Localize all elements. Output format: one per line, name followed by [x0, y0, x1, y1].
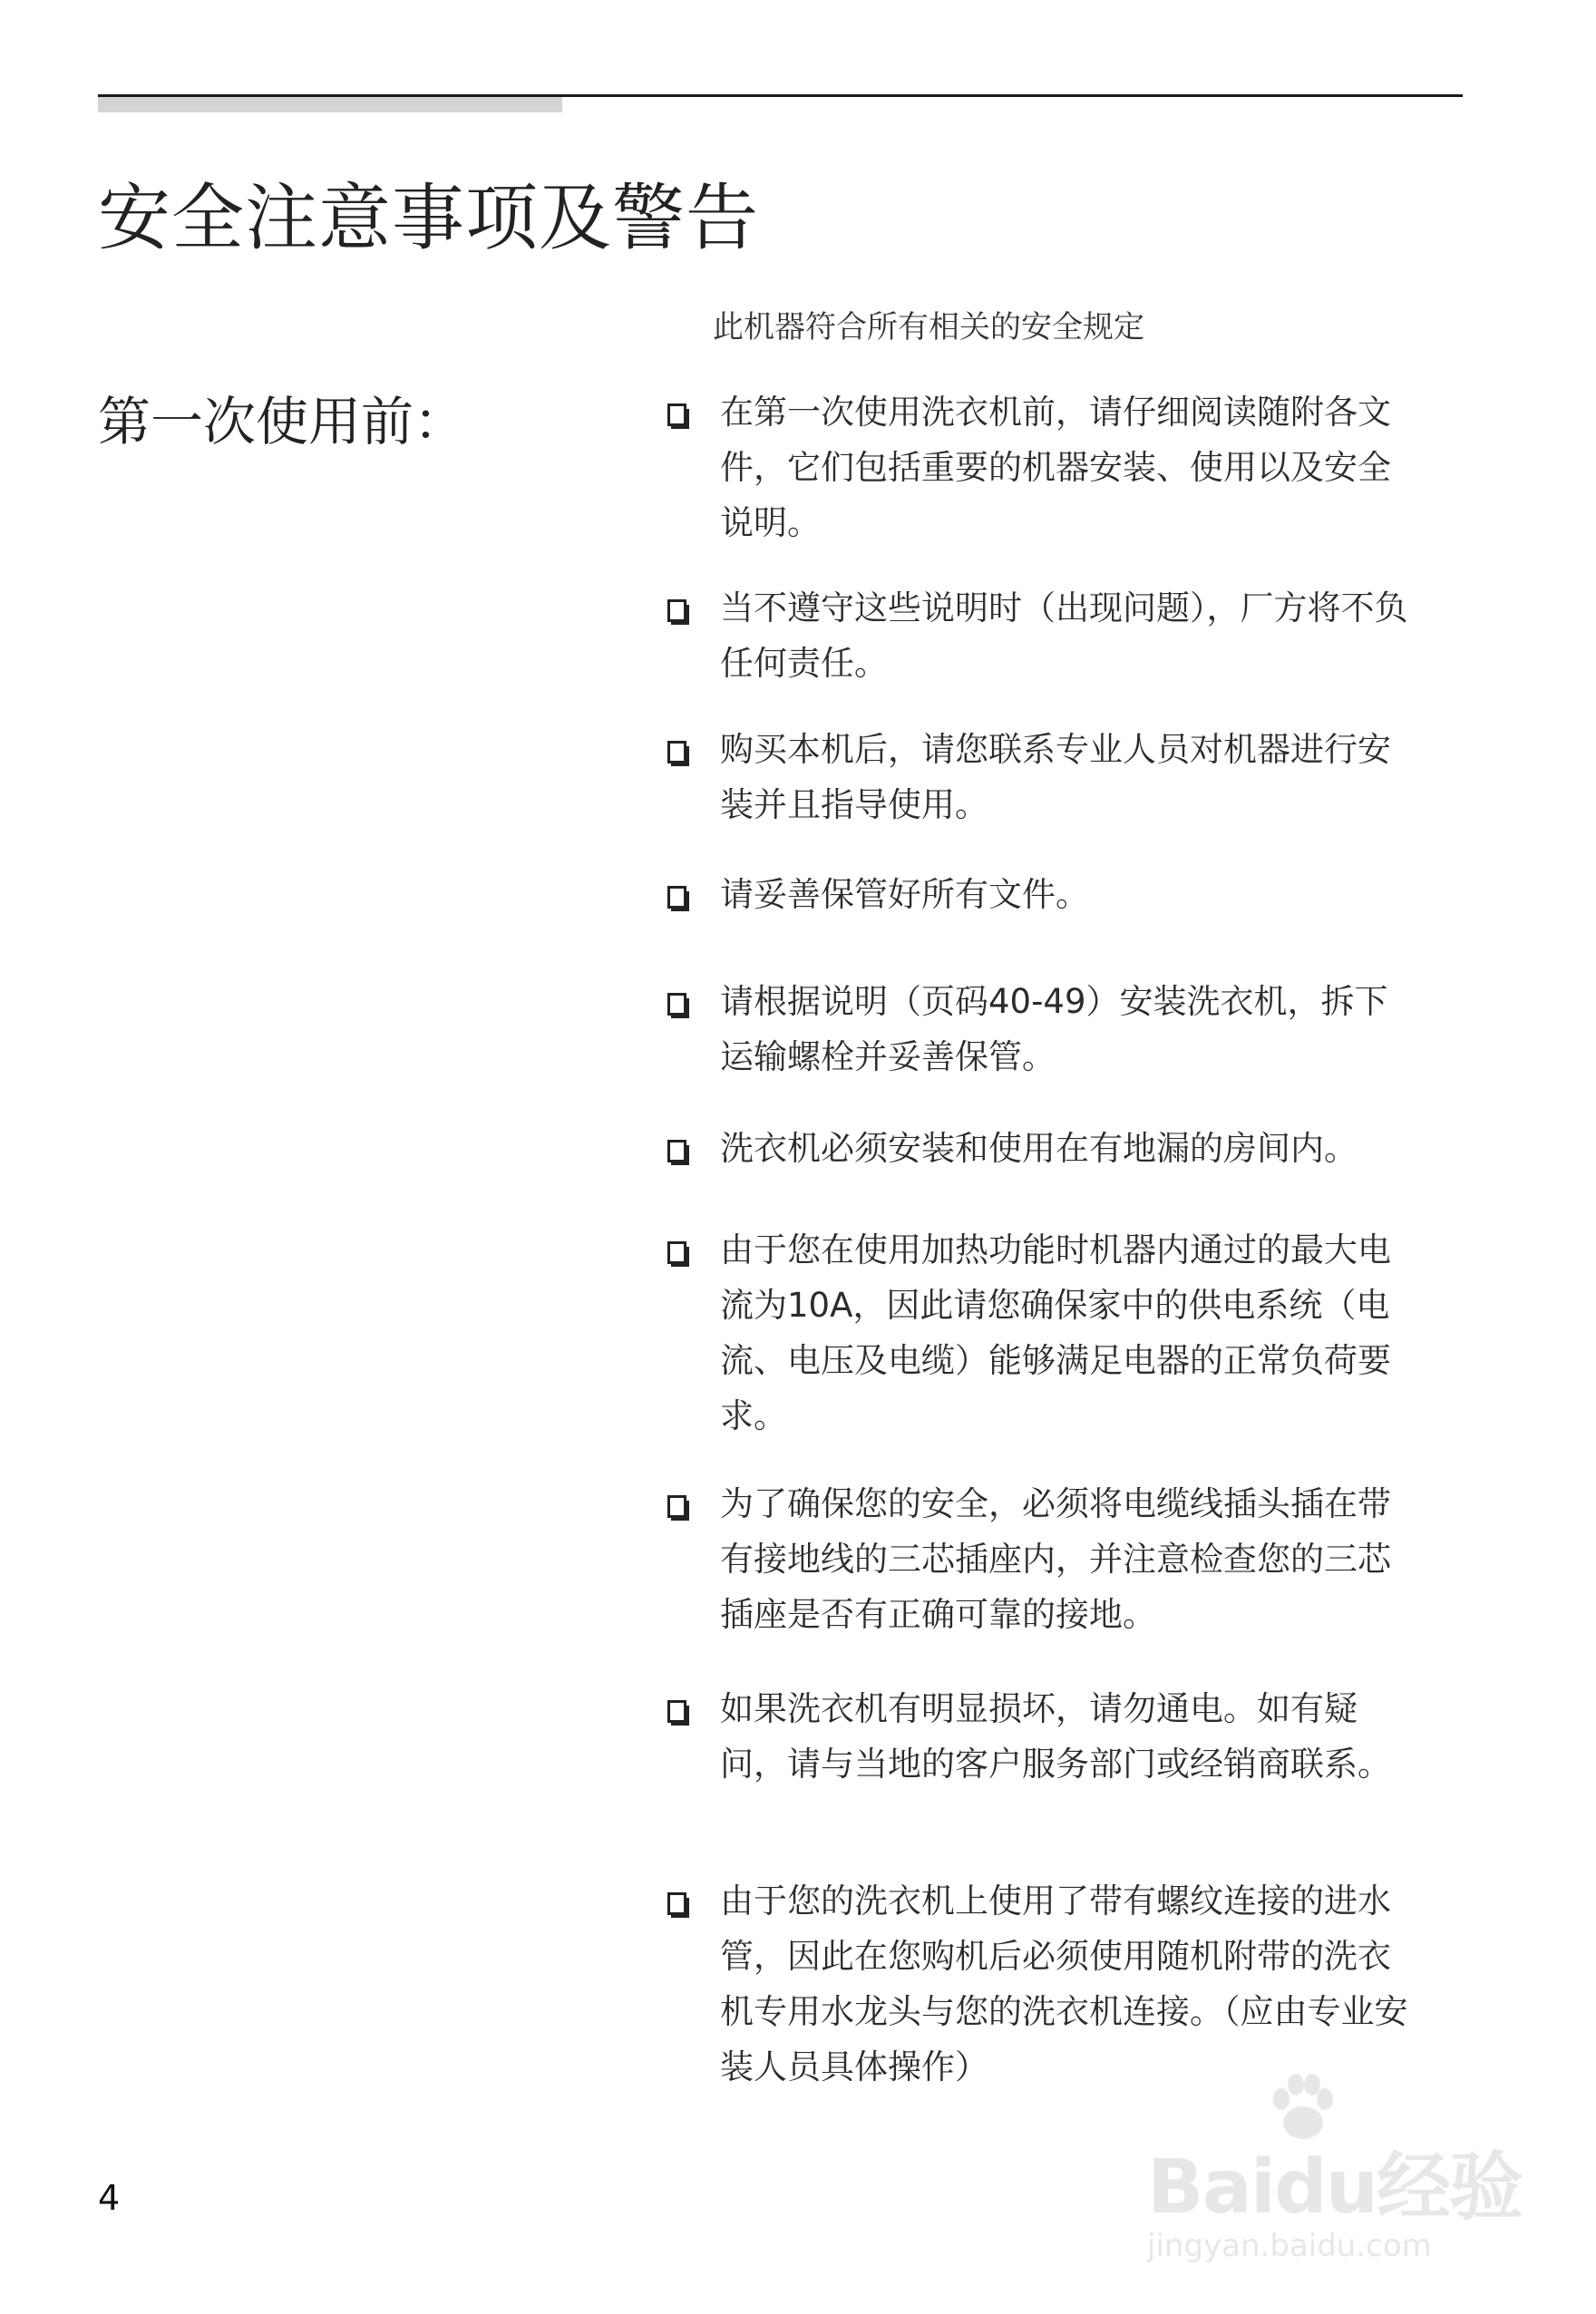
list-item-text: 由于您的洗衣机上使用了带有螺纹连接的进水管，因此在您购机后必须使用随机附带的洗衣机专用水龙头与您的洗衣机连接。（应由专业安装人员具体操作）	[720, 1881, 1408, 2086]
list-item-text: 请根据说明（页码40-49）安装洗衣机，拆下运输螺栓并妥善保管。	[720, 982, 1388, 1076]
list-item	[667, 1881, 1429, 2095]
checkbox-icon	[667, 599, 686, 622]
section-label: 第一次使用前：	[98, 391, 467, 452]
list-item-text: 为了确保您的安全，必须将电缆线插头插在带有接地线的三芯插座内，并注意检查您的三芯插座是否有正确可靠的接地。	[720, 1484, 1391, 1634]
list-item-text: 如果洗衣机有明显损坏，请勿通电。如有疑问，请与当地的客户服务部门或经销商联系。	[720, 1689, 1391, 1784]
list-item-text: 洗衣机必须安装和使用在有地漏的房间内。	[720, 1129, 1358, 1168]
list-item-text: 购买本机后，请您联系专业人员对机器进行安装并且指导使用。	[720, 730, 1391, 824]
list-item	[667, 1484, 1429, 1642]
list-item-text: 当不遵守这些说明时（出现问题），厂方将不负任何责任。	[720, 588, 1408, 683]
checkbox-icon	[667, 1495, 686, 1518]
list-item	[667, 395, 1429, 550]
checkbox-icon	[667, 403, 686, 426]
checkbox-icon	[667, 1241, 686, 1264]
checkbox-icon	[667, 993, 686, 1016]
watermark	[1129, 2072, 1523, 2271]
list-item	[667, 1230, 1429, 1444]
checkbox-icon	[667, 886, 686, 909]
list-item	[667, 982, 1429, 1084]
list-item-text: 在第一次使用洗衣机前，请仔细阅读随附各文件，它们包括重要的机器安装、使用以及安全说明。	[720, 393, 1391, 542]
list-item-text: 请妥善保管好所有文件。	[720, 875, 1089, 914]
checkbox-icon	[667, 1140, 686, 1162]
list-item-text: 由于您在使用加热功能时机器内通过的最大电流为10A，因此请您确保家中的供电系统（电流、电压及电缆）能够满足电器的正常负荷要求。	[720, 1230, 1391, 1435]
watermark-url: jingyan.baidu.com	[1147, 2228, 1432, 2264]
watermark-logo: Baidu经验	[1147, 2144, 1523, 2231]
list-item	[667, 875, 1429, 922]
page-subtitle: 此机器符合所有相关的安全规定	[713, 309, 1144, 345]
list-item	[667, 588, 1429, 691]
checkbox-icon	[667, 1700, 686, 1723]
page-number: 4	[98, 2178, 121, 2218]
checkbox-icon	[667, 1892, 686, 1915]
checkbox-icon	[667, 741, 686, 763]
list-item	[667, 1129, 1429, 1176]
list-item	[667, 1689, 1429, 1792]
header-accent-bar	[98, 97, 562, 112]
page-title: 安全注意事项及警告	[98, 176, 759, 260]
list-item	[667, 730, 1429, 832]
